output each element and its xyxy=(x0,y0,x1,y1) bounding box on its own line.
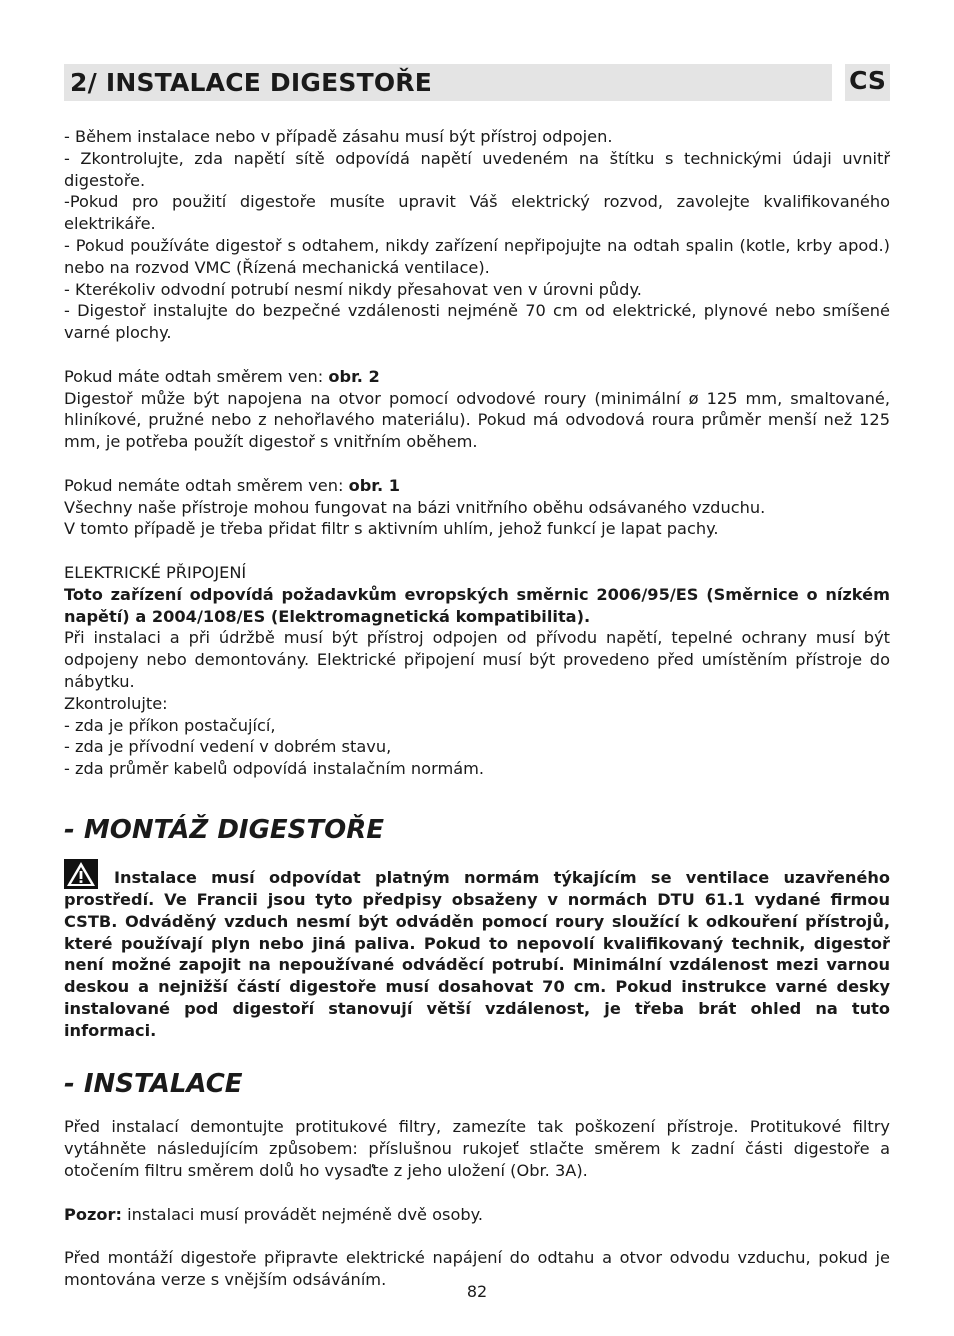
inside-vent-line-1: Všechny naše přístroje mohou fungovat na bázi vnitřního oběhu odsávaného vzduchu. xyxy=(64,497,766,517)
section-title: 2/ INSTALACE DIGESTOŘE xyxy=(70,68,433,97)
page-number: 82 xyxy=(466,1282,488,1301)
instalace-paragraph-2: Před montáží digestoře připravte elektrické napájení do odtahu a otvor odvodu vzduchu, pokud je montována verze s vnějším odsáváním. xyxy=(64,1248,890,1290)
montaz-warning xyxy=(64,859,890,1042)
electrical-check-1: - zda je příkon postačující, xyxy=(64,715,276,735)
instalace-heading: - INSTALACE xyxy=(64,1069,243,1100)
warning-triangle-icon xyxy=(64,859,98,889)
inside-vent-figure-ref: obr. 1 xyxy=(348,475,401,495)
document-body xyxy=(64,126,890,1291)
electrical-check-2: - zda je přívodní vedení v dobrém stavu, xyxy=(64,737,392,757)
intro-line-6: - Digestoř instalujte do bezpečné vzdálenosti nejméně 70 cm od elektrické, plynové nebo smíšené varné plochy. xyxy=(64,301,890,343)
intro-line-4: - Pokud používáte digestoř s odtahem, nikdy zařízení nepřipojujte na odtah spalin (kotle, krby apod.) nebo na rozvod VMC (Řízená mechanická ventilace). xyxy=(64,235,890,277)
intro-line-2: - Zkontrolujte, zda napětí sítě odpovídá napětí uvedeném na štítku s technickými údaji uvnitř digestoře. xyxy=(64,148,890,190)
inside-vent-lead-text: Pokud nemáte odtah směrem ven: xyxy=(64,475,349,495)
inside-vent-line-2: V tomto případě je třeba přidat filtr s aktivním uhlím, jehož funkcí je lapat pachy. xyxy=(64,519,719,539)
instalace-paragraph-1: Před instalací demontujte protitukové filtry, zamezíte tak poškození přístroje. Protitukové filtry vytáhněte následujícím způsobem: příslušnou rukojeť stlačte směrem k zadní části digestoře a otočením filtru směrem dolů ho vysaďte z jeho uložení (Obr. 3A). xyxy=(64,1117,890,1181)
outside-vent-figure-ref: obr. 2 xyxy=(328,366,380,386)
montaz-heading: - MONTÁŽ DIGESTOŘE xyxy=(64,814,385,845)
instalace-note-text: instalaci musí provádět nejméně dvě osoby. xyxy=(121,1204,484,1224)
electrical-check-lead: Zkontrolujte: xyxy=(64,693,168,713)
electrical-check-3: - zda průměr kabelů odpovídá instalačním normám. xyxy=(64,759,485,779)
electrical-compliance: Toto zařízení odpovídá požadavkům evropských směrnic 2006/95/ES (Směrnice o nízkém napětí) a 2004/108/ES (Elektromagnetická kompatibilita). xyxy=(64,584,890,626)
language-badge: CS xyxy=(845,64,890,101)
intro-line-5: - Kterékoliv odvodní potrubí nesmí nikdy přesahovat ven v úrovni půdy. xyxy=(64,279,642,299)
inside-vent-lead xyxy=(64,475,890,497)
section-header-bar xyxy=(64,64,832,101)
outside-vent-lead-text: Pokud máte odtah směrem ven: xyxy=(64,366,329,386)
electrical-text: Při instalaci a při údržbě musí být přístroj odpojen od přívodu napětí, tepelné ochrany musí být odpojeny nebo demontovány. Elektrické připojení musí být provedeno před umístěním přístroje do nábytku. xyxy=(64,628,890,691)
instalace-note-label: Pozor: xyxy=(64,1204,122,1224)
intro-line-3: -Pokud pro použití digestoře musíte upravit Váš elektrický rozvod, zavolejte kvalifikovaného elektrikáře. xyxy=(64,192,890,234)
instalace-note xyxy=(64,1204,890,1226)
intro-line-1: - Během instalace nebo v případě zásahu musí být přístroj odpojen. xyxy=(64,127,613,146)
montaz-warning-text: Instalace musí odpovídat platným normám týkajícím se ventilace uzavřeného prostředí. Ve Francii jsou tyto předpisy obsaženy v normách DTU 61.1 vydané firmou CSTB. Odváděný vzduch nesmí být odváděn pomocí roury sloužící k odkouření přístrojů, které používají plyn nebo jiná paliva. Pokud to nepovolí kvalifikovaný technik, digestoř není možné zapojit na nepoužívané odváděcí potrubí. Minimální vzdálenost mezi varnou deskou a nejnižší částí digestoře musí dosahovat 70 cm. Pokud instrukce varné desky instalované pod digestoří stanovují větší vzdálenost, je třeba brát ohled na tuto informaci. xyxy=(64,867,890,1040)
outside-vent-lead xyxy=(64,366,890,388)
outside-vent-text: Digestoř může být napojena na otvor pomocí odvodové roury (minimální ø 125 mm, smaltované, hliníkové, pružné nebo z nehořlavého materiálu). Pokud má odvodová roura průměr menší než 125 mm, je potřeba použít digestoř s vnitřním oběhem. xyxy=(64,388,890,452)
electrical-heading: ELEKTRICKÉ PŘIPOJENÍ xyxy=(64,562,247,582)
